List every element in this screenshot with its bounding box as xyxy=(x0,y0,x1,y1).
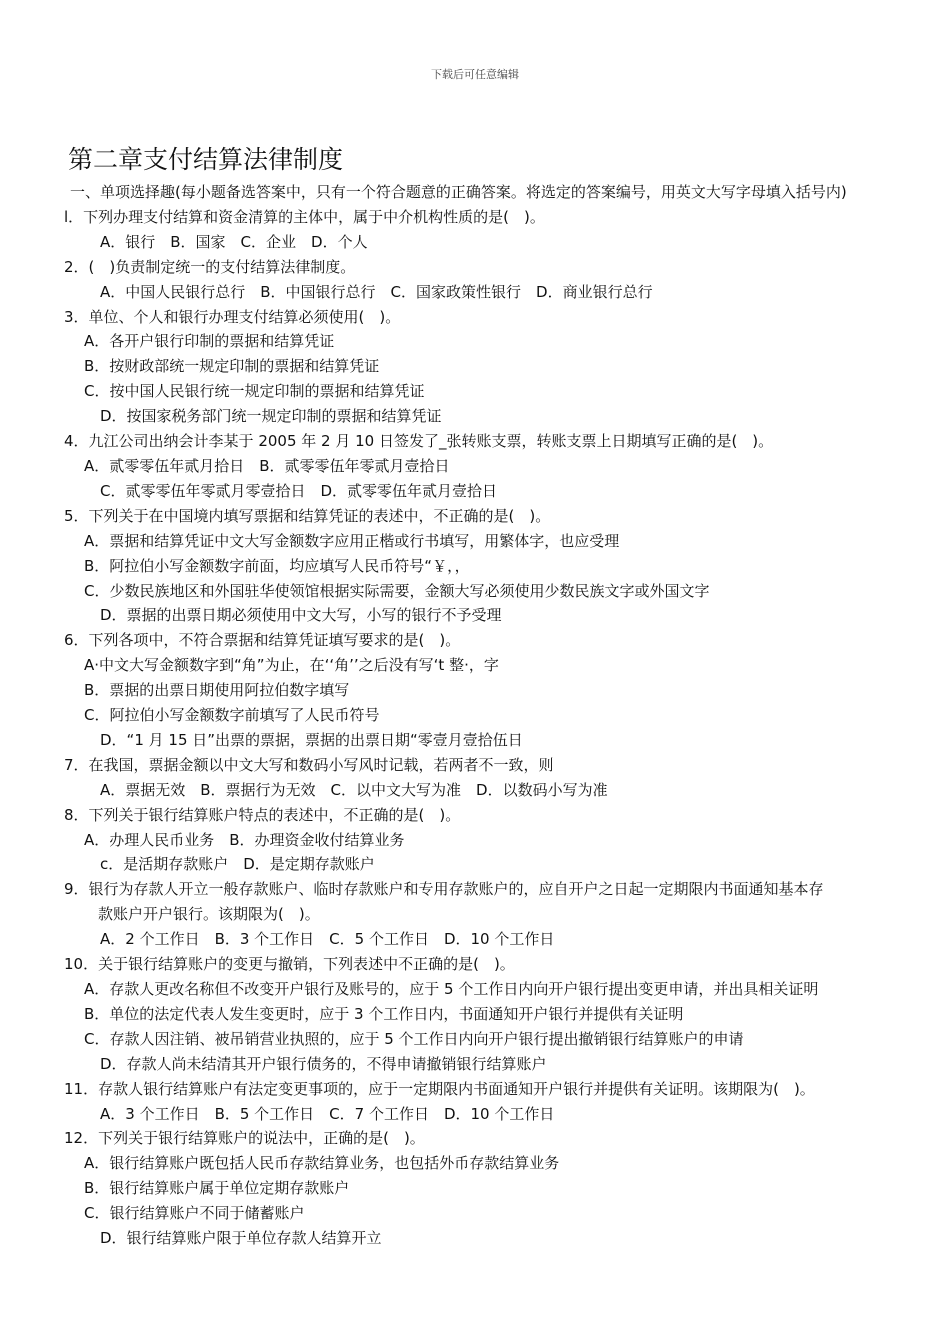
option-5d: D．票据的出票日期必须使用中文大写，小写的银行不予受理 xyxy=(100,606,502,625)
option-10c: C．存款人因注销、被吊销营业执照的，应于 5 个工作日内向开户银行提出撤销银行结算账户的申请 xyxy=(84,1029,744,1048)
option-6c: C．阿拉伯小写金额数字前填写了人民币符号 xyxy=(84,706,380,725)
question-2: 2．( )负责制定统一的支付结算法律制度。 xyxy=(64,257,356,276)
question-10: 10．关于银行结算账户的变更与撤销，下列表述中不正确的是( )。 xyxy=(64,955,515,974)
option-12a: A．银行结算账户既包括人民币存款结算业务，也包括外币存款结算业务 xyxy=(84,1154,560,1173)
options-4cd: C．贰零零伍年零贰月零壹拾日 D．贰零零伍年贰月壹拾日 xyxy=(100,481,498,500)
option-3d: D．按国家税务部门统一规定印制的票据和结算凭证 xyxy=(100,407,442,426)
options-2: A．中国人民银行总行 B．中国银行总行 C．国家政策性银行 D．商业银行总行 xyxy=(100,282,653,301)
option-6a: A·中文大写金额数字到“角”为止，在‘‘角’’之后没有写‘t 整·，字 xyxy=(84,656,499,675)
option-6d: D．“1 月 15 日”出票的票据，票据的出票日期“零壹月壹拾伍日 xyxy=(100,730,523,749)
option-3c: C．按中国人民银行统一规定印制的票据和结算凭证 xyxy=(84,382,425,401)
question-9-continued: 款账户开户银行。该期限为( )。 xyxy=(98,905,320,924)
options-8ab: A．办理人民币业务 B．办理资金收付结算业务 xyxy=(84,830,405,849)
option-12d: D．银行结算账户限于单位存款人结算开立 xyxy=(100,1229,382,1248)
option-10a: A．存款人更改名称但不改变开户银行及账号的，应于 5 个工作日内向开户银行提出变更申请，并出具相关证明 xyxy=(84,980,819,998)
option-6b: B．票据的出票日期使用阿拉伯数字填写 xyxy=(84,681,350,700)
option-3b: B．按财政部统一规定印制的票据和结算凭证 xyxy=(84,357,380,376)
option-10d: D．存款人尚未结清其开户银行债务的，不得申请撤销银行结算账户 xyxy=(100,1054,547,1073)
option-10b: B．单位的法定代表人发生变更时，应于 3 个工作日内，书面通知开户银行并提供有关证明 xyxy=(84,1004,684,1023)
option-12b: B．银行结算账户属于单位定期存款账户 xyxy=(84,1179,350,1198)
page-header: 下载后可任意编辑 xyxy=(431,68,519,81)
question-list xyxy=(64,180,894,1251)
question-7: 7．在我国，票据金额以中文大写和数码小写风时记载，若两者不一致，则 xyxy=(64,755,554,774)
question-1: l．下列办理支付结算和资金清算的主体中，属于中介机构性质的是( )。 xyxy=(64,207,545,226)
question-9: 9．银行为存款人开立一般存款账户、临时存款账户和专用存款账户的，应自开户之日起一定期限内书面通知基本存 xyxy=(64,880,824,899)
options-7: A．票据无效 B．票据行为无效 C．以中文大写为准 D．以数码小写为准 xyxy=(100,780,608,799)
options-11: A．3 个工作日 B．5 个工作日 C．7 个工作日 D．10 个工作日 xyxy=(100,1104,555,1123)
question-12: 12．下列关于银行结算账户的说法中，正确的是( )。 xyxy=(64,1129,425,1148)
question-5: 5．下列关于在中国境内填写票据和结算凭证的表述中，不正确的是( )。 xyxy=(64,506,551,525)
question-4: 4．九江公司出纳会计李某于 2005 年 2 月 10 日签发了_张转账支票，转账支票上日期填写正确的是( )。 xyxy=(64,432,774,451)
question-3: 3．单位、个人和银行办理支付结算必须使用( )。 xyxy=(64,307,401,326)
option-5a: A．票据和结算凭证中文大写金额数字应用正楷或行书填写，用繁体字，也应受理 xyxy=(84,531,620,550)
question-11: 11．存款人银行结算账户有法定变更事项的，应于一定期限内书面通知开户银行并提供有关证明。该期限为( )。 xyxy=(64,1079,815,1098)
question-8: 8．下列关于银行结算账户特点的表述中，不正确的是( )。 xyxy=(64,805,461,824)
options-1: A．银行 B．国家 C．企业 D．个人 xyxy=(100,232,368,251)
chapter-title: 第二章支付结算法律制度 xyxy=(68,145,344,174)
option-12c: C．银行结算账户不同于储蓄账户 xyxy=(84,1204,305,1223)
option-5c: C．少数民族地区和外国驻华使领馆根据实际需要，金额大写必须使用少数民族文字或外国文字 xyxy=(84,581,710,600)
options-4ab: A．贰零零伍年贰月拾日 B．贰零零伍年零贰月壹拾日 xyxy=(84,456,450,475)
option-5b: B．阿拉伯小写金额数字前面，均应填写人民币符号“￥，， xyxy=(84,556,470,575)
options-9: A．2 个工作日 B．3 个工作日 C．5 个工作日 D．10 个工作日 xyxy=(100,930,555,949)
options-8cd: c．是活期存款账户 D．是定期存款账户 xyxy=(100,855,375,874)
option-3a: A．各开户银行印制的票据和结算凭证 xyxy=(84,332,335,351)
question-6: 6．下列各项中，不符合票据和结算凭证填写要求的是( )。 xyxy=(64,631,461,650)
section-heading: 一、单项选择趣(每小题备选答案中，只有一个符合题意的正确答案。将选定的答案编号，用英文大写字母填入括号内) xyxy=(70,183,847,201)
